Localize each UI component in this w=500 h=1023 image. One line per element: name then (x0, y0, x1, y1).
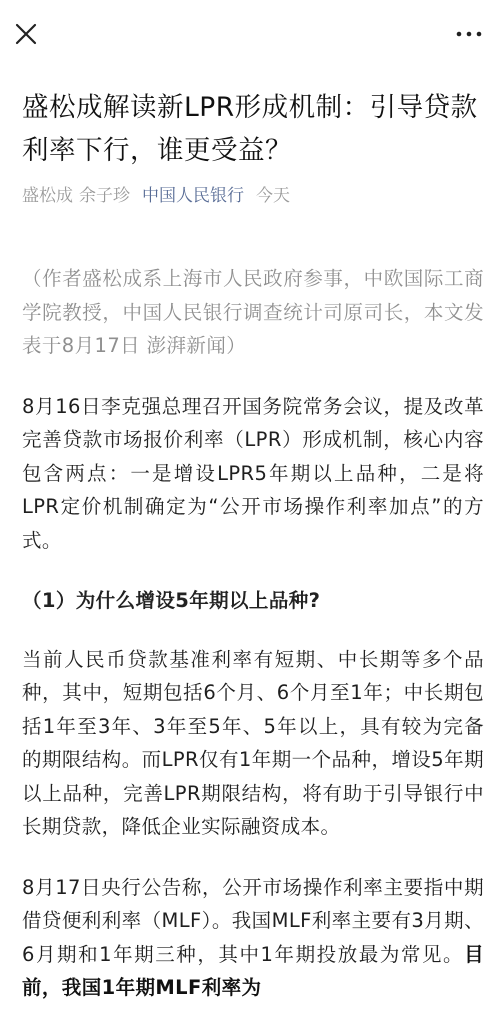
account-link[interactable]: 中国人民银行 (142, 186, 244, 206)
paragraph-1: 8月16日李克强总理召开国务院常务会议，提及改革完善贷款市场报价利率（LPR）形成机制，核心内容包含两点：一是增设LPR5年期以上品种，二是将LPR定价机制确定为“公开市场操作利率加点”的方式。 (22, 394, 484, 552)
close-icon[interactable] (12, 20, 40, 48)
article-content (22, 86, 484, 1005)
paragraph-3 (22, 871, 484, 1005)
paragraph-3-bold: 目前，我国1年期MLF利率为 (22, 942, 484, 999)
paragraph-2: 当前人民币贷款基准利率有短期、中长期等多个品种，其中，短期包括6个月、6个月至1年；中长期包括1年至3年、3年至5年、5年以上，具有较为完备的期限结构。而LPR仅有1年期一个品种，增设5年期以上品种，完善LPR期限结构，将有助于引导银行中长期贷款，降低企业实际融资成本。 (22, 647, 484, 838)
author-note: （作者盛松成系上海市人民政府参事，中欧国际工商学院教授，中国人民银行调查统计司原司长，本文发表于8月17日 澎湃新闻） (22, 267, 484, 357)
article-meta (22, 184, 484, 208)
paragraph-3-text: 8月17日央行公告称，公开市场操作利率主要指中期借贷便利利率（MLF）。我国MLF利率主要有3月期、6月期和1年期三种，其中1年期投放最为常见。 (22, 875, 484, 966)
publish-date: 今天 (256, 186, 290, 206)
section-heading: （1）为什么增设5年期以上品种? (22, 589, 321, 612)
author-name: 盛松成 (22, 186, 73, 206)
co-author-name: 余子珍 (79, 186, 130, 206)
top-bar (0, 0, 500, 70)
more-icon[interactable] (452, 20, 486, 48)
article-title: 盛松成解读新LPR形成机制：引导贷款利率下行，谁更受益？ (22, 92, 478, 166)
